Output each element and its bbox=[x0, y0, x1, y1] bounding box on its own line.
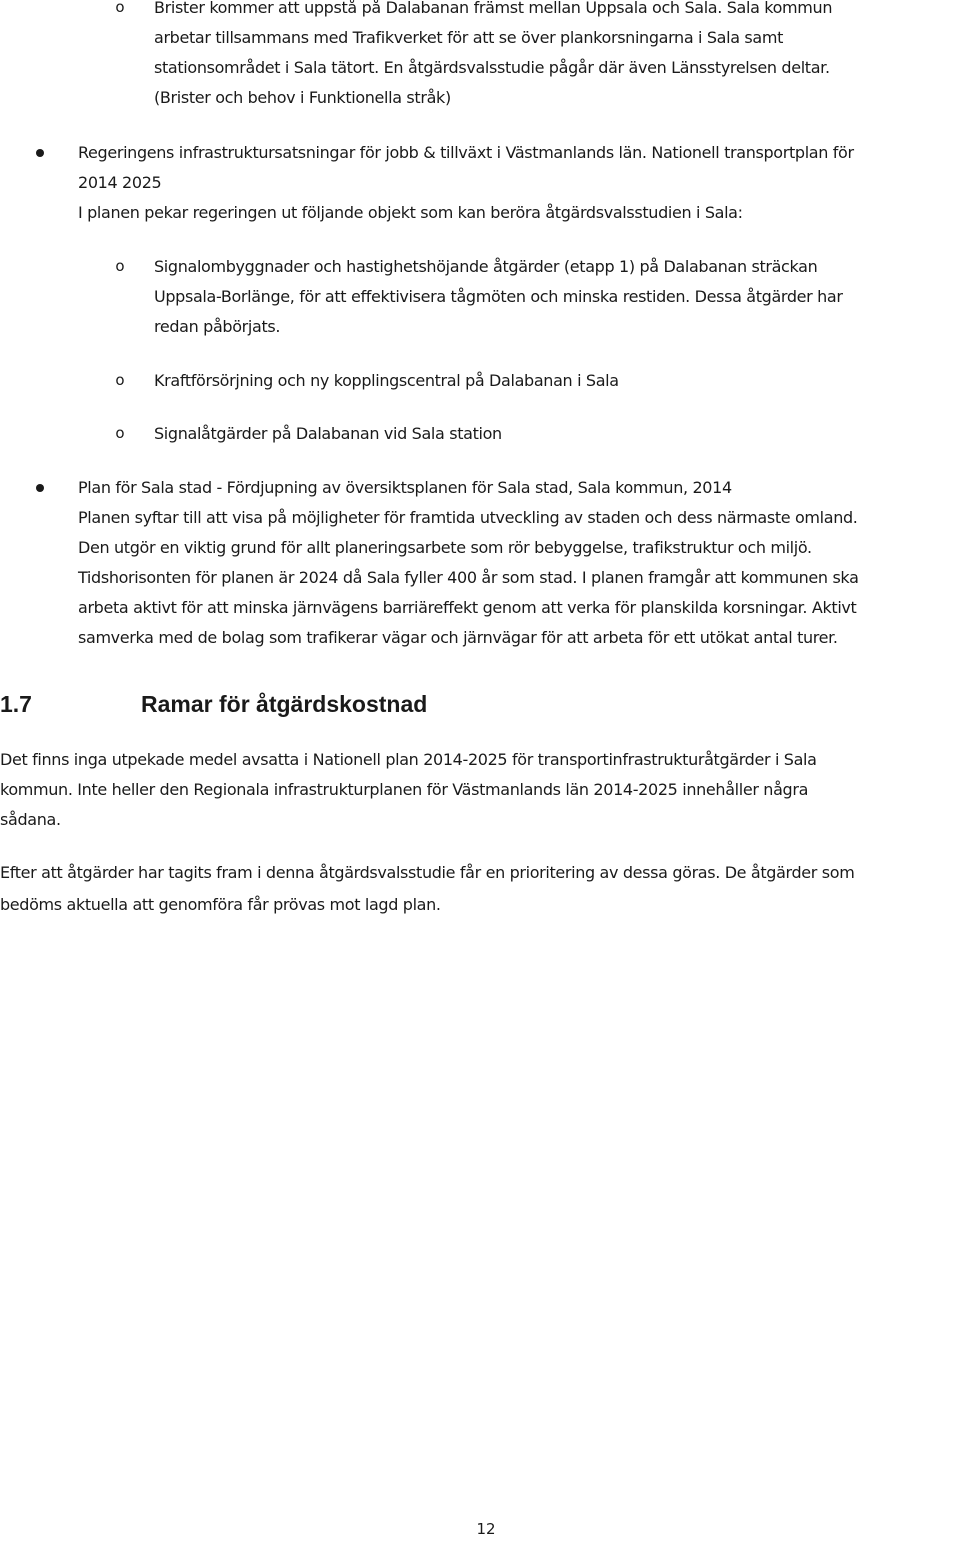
paragraph-text: kommun. Inte heller den Regionala infrastrukturplanen för Västmanlands län 2014-2025 innehåller några bbox=[0, 780, 809, 799]
bullet-text: Tidshorisonten för planen är 2024 då Sala fyller 400 år som stad. I planen framgår att kommunen ska bbox=[78, 568, 859, 587]
section-title: Ramar för åtgärdskostnad bbox=[141, 691, 428, 717]
paragraph-text: Det finns inga utpekade medel avsatta i Nationell plan 2014-2025 för transportinfrastrukturåtgärder i Sala bbox=[0, 750, 817, 769]
list-item-text: arbetar tillsammans med Trafikverket för att se över plankorsningarna i Sala samt bbox=[154, 28, 784, 47]
list-item-text: Uppsala-Borlänge, för att effektivisera tågmöten och minska restiden. Dessa åtgärder har bbox=[154, 287, 843, 306]
bullet-text: Planen syftar till att visa på möjligheter för framtida utveckling av staden och dess närmaste omland. bbox=[78, 508, 858, 527]
bullet-text: Plan för Sala stad - Fördjupning av översiktsplanen för Sala stad, Sala kommun, 2014 bbox=[78, 478, 732, 497]
list-item-text: Signalåtgärder på Dalabanan vid Sala station bbox=[154, 424, 502, 443]
paragraph-text: Efter att åtgärder har tagits fram i denna åtgärdsvalsstudie får en prioritering av dessa göras. De åtgärder som bbox=[0, 863, 855, 882]
bullet-text: Regeringens infrastruktursatsningar för jobb & tillväxt i Västmanlands län. Nationell transportplan för bbox=[78, 143, 854, 162]
sub-bullet-marker: o bbox=[115, 0, 125, 16]
page-number: 12 bbox=[476, 1520, 496, 1538]
bullet-dot bbox=[36, 484, 44, 492]
list-item-text: Kraftförsörjning och ny kopplingscentral på Dalabanan i Sala bbox=[154, 371, 619, 390]
list-item-text: Brister kommer att uppstå på Dalabanan främst mellan Uppsala och Sala. Sala kommun bbox=[154, 0, 833, 17]
bullet-text: I planen pekar regeringen ut följande objekt som kan beröra åtgärdsvalsstudien i Sala: bbox=[78, 203, 743, 222]
list-item-text: Signalombyggnader och hastighetshöjande åtgärder (etapp 1) på Dalabanan sträckan bbox=[154, 257, 818, 276]
sub-bullet-marker: o bbox=[115, 257, 125, 275]
list-item-text: redan påbörjats. bbox=[154, 317, 281, 336]
bullet-dot bbox=[36, 149, 44, 157]
bullet-text: Den utgör en viktig grund för allt planeringsarbete som rör bebyggelse, trafikstruktur och miljö. bbox=[78, 538, 812, 557]
sub-bullet-marker: o bbox=[115, 371, 125, 389]
bullet-text: 2014 2025 bbox=[78, 173, 162, 192]
bullet-text: samverka med de bolag som trafikerar vägar och järnvägar för att arbeta för ett utökat antal turer. bbox=[78, 628, 838, 647]
bullet-text: arbeta aktivt för att minska järnvägens barriäreffekt genom att verka för planskilda korsningar. Aktivt bbox=[78, 598, 857, 617]
paragraph-text: sådana. bbox=[0, 810, 61, 829]
paragraph-text: bedöms aktuella att genomföra får prövas mot lagd plan. bbox=[0, 895, 441, 914]
list-item-text: (Brister och behov i Funktionella stråk) bbox=[154, 88, 451, 107]
sub-bullet-marker: o bbox=[115, 424, 125, 442]
list-item-text: stationsområdet i Sala tätort. En åtgärdsvalsstudie pågår där även Länsstyrelsen deltar. bbox=[154, 58, 830, 77]
section-number: 1.7 bbox=[0, 691, 32, 717]
